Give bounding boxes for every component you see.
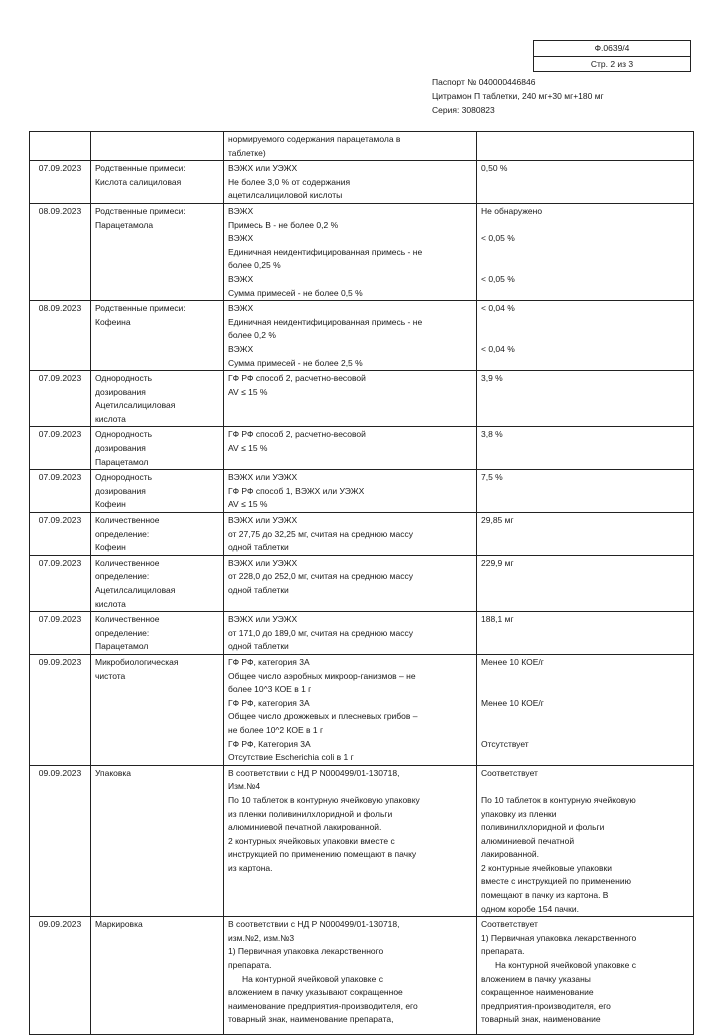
test-result-line: [481, 710, 689, 724]
test-method-line: Не более 3,0 % от содержания: [228, 176, 351, 187]
test-name-line: определение:: [95, 571, 150, 582]
test-method-line: нормируемого содержания парацетамола в: [228, 134, 401, 144]
test-result-line: [481, 724, 689, 738]
test-result: [477, 371, 694, 427]
form-number: Ф.0639/4: [534, 41, 690, 57]
test-name-line: Однородность: [95, 429, 153, 440]
test-method-line: ВЭЖХ или УЭЖХ: [228, 515, 298, 526]
test-method-line: AV ≤ 15 %: [228, 499, 268, 510]
test-result-line: препарата.: [481, 946, 525, 957]
test-method-line: не более 10^2 КОЕ в 1 г: [228, 724, 324, 735]
table-row: [30, 612, 694, 655]
test-result-line: < 0,04 %: [481, 343, 515, 354]
test-method-line: Общее число аэробных микроор-ганизмов – не: [228, 670, 416, 681]
test-date: 09.09.2023: [30, 765, 91, 917]
test-name-line: Родственные примеси:: [95, 205, 186, 216]
test-result-line: алюминиевой печатной: [481, 835, 575, 846]
test-name-line: дозирования: [95, 485, 146, 496]
test-method: [224, 765, 477, 917]
test-date: 08.09.2023: [30, 301, 91, 371]
test-method-line: более 0,2 %: [228, 330, 276, 341]
test-name: [91, 654, 224, 765]
test-result-line: лакированной.: [481, 849, 539, 860]
test-name: [91, 301, 224, 371]
test-name-line: Микробиологическая: [95, 656, 179, 667]
test-method-line: товарный знак, наименование препарата,: [228, 1014, 394, 1025]
test-method-line: алюминиевой печатной лакированной.: [228, 822, 382, 833]
test-method-line: Изм.№4: [228, 781, 261, 792]
test-method-line: 2 контурных ячейковых упаковки вместе с: [228, 835, 395, 846]
test-method-line: ГФ РФ способ 1, ВЭЖХ или УЭЖХ: [228, 485, 365, 496]
test-name-line: Упаковка: [95, 767, 132, 778]
test-name: [91, 917, 224, 1035]
table-row: [30, 470, 694, 513]
test-date: 07.09.2023: [30, 371, 91, 427]
test-method-line: Единичная неидентифицированная примесь - не: [228, 316, 423, 327]
test-result-line: поливинилхлоридной и фольги: [481, 822, 605, 833]
test-result: [477, 513, 694, 556]
test-result-line: вложением в пачку указаны: [481, 973, 591, 984]
test-result-line: [481, 751, 689, 765]
test-method-line: ацетилсалициловой кислоты: [228, 190, 343, 201]
test-result-line: 229,9 мг: [481, 557, 514, 568]
passport-number: Паспорт № 040000446846: [432, 77, 536, 87]
test-method-line: ВЭЖХ: [228, 205, 254, 216]
test-name-line: дозирования: [95, 443, 146, 454]
test-method-line: таблетке): [228, 147, 266, 158]
series-number: Серия: 3080823: [432, 105, 495, 115]
table-row: [30, 765, 694, 917]
test-name-line: кислота: [95, 413, 126, 424]
test-date: 09.09.2023: [30, 654, 91, 765]
test-result-line: Соответствует: [481, 919, 538, 930]
test-result-line: Менее 10 КОЕ/г: [481, 697, 544, 708]
test-method-line: ГФ РФ способ 2, расчетно-весовой: [228, 429, 366, 440]
test-result: [477, 917, 694, 1035]
test-result-line: Соответствует: [481, 767, 538, 778]
test-method-line: из картона.: [228, 862, 273, 873]
test-name-line: Родственные примеси:: [95, 303, 186, 314]
test-result-line: [481, 246, 689, 260]
test-name-line: Количественное: [95, 557, 160, 568]
test-result-line: < 0,04 %: [481, 303, 515, 314]
table-row: [30, 917, 694, 1035]
test-method-line: ВЭЖХ: [228, 343, 254, 354]
test-method-line: вложением в пачку указывают сокращенное: [228, 987, 403, 998]
test-result: [477, 427, 694, 470]
table-row: [30, 654, 694, 765]
test-method-line: ГФ РФ, Категория 3А: [228, 738, 311, 749]
test-result: [477, 161, 694, 204]
test-method-line: Примесь В - не более 0,2 %: [228, 219, 339, 230]
test-result-line: [481, 316, 689, 330]
test-name: [91, 470, 224, 513]
test-method-line: ВЭЖХ: [228, 303, 254, 314]
test-date: 07.09.2023: [30, 555, 91, 611]
test-name-line: Парацетамол: [95, 456, 149, 467]
test-name-line: Кофеина: [95, 316, 131, 327]
test-method: [224, 203, 477, 300]
test-result-line: 7,5 %: [481, 472, 503, 483]
test-date: 07.09.2023: [30, 161, 91, 204]
test-result: [477, 765, 694, 917]
test-name-line: дозирования: [95, 386, 146, 397]
test-method: [224, 470, 477, 513]
test-method-line: ВЭЖХ: [228, 233, 254, 244]
test-name-line: Кофеин: [95, 499, 126, 510]
test-name-line: Однородность: [95, 373, 153, 384]
test-name-line: определение:: [95, 528, 150, 539]
test-result-line: одном коробе 154 пачки.: [481, 903, 579, 914]
test-result-line: предприятия-производителя, его: [481, 1000, 611, 1011]
test-result-line: 188,1 мг: [481, 614, 514, 625]
test-date: [30, 132, 91, 161]
test-name-line: кислота: [95, 598, 126, 609]
test-result-line: 3,9 %: [481, 373, 503, 384]
test-name: [91, 612, 224, 655]
test-name: [91, 203, 224, 300]
test-method-line: ВЭЖХ: [228, 273, 254, 284]
test-result-line: Не обнаружено: [481, 205, 543, 216]
test-method-line: наименование предприятия-производителя, его: [228, 1000, 418, 1011]
table-row: [30, 371, 694, 427]
test-method-line: одной таблетки: [228, 585, 289, 595]
test-result-line: помещают в пачку из картона. В: [481, 890, 609, 901]
test-name: [91, 427, 224, 470]
test-result: [477, 132, 694, 161]
test-result-line: [481, 670, 689, 684]
test-result-line: По 10 таблеток в контурную ячейковую: [481, 794, 636, 805]
table-row: [30, 301, 694, 371]
test-result-line: [481, 683, 689, 697]
test-date: 07.09.2023: [30, 513, 91, 556]
table-row: [30, 161, 694, 204]
test-result-line: < 0,05 %: [481, 233, 515, 244]
test-name-line: Маркировка: [95, 919, 143, 930]
test-name-line: Количественное: [95, 515, 160, 526]
page-label: Стр. 2 из 3: [590, 59, 634, 69]
test-method: [224, 132, 477, 161]
test-name-line: определение:: [95, 627, 150, 638]
test-method-line: ВЭЖХ или УЭЖХ: [228, 614, 298, 625]
test-result-line: упаковку из пленки: [481, 808, 557, 819]
test-method-line: Единичная неидентифицированная примесь - не: [228, 246, 423, 257]
test-method: [224, 371, 477, 427]
test-name-line: Родственные примеси:: [95, 163, 186, 174]
test-method-line: инструкцией по применению помещают в пачку: [228, 849, 417, 860]
test-result: [477, 301, 694, 371]
test-method: [224, 555, 477, 611]
test-result-line: [481, 780, 689, 794]
test-name-line: Количественное: [95, 614, 160, 625]
test-result-line: Менее 10 КОЕ/г: [481, 656, 544, 667]
test-result: [477, 470, 694, 513]
test-method: [224, 427, 477, 470]
test-method-line: На контурной ячейковой упаковке с: [242, 973, 383, 984]
test-method-line: AV ≤ 15 %: [228, 386, 268, 397]
test-name-line: Парацетамола: [95, 219, 154, 230]
test-result-line: 29,85 мг: [481, 515, 514, 526]
test-method-line: Сумма примесей - не более 0,5 %: [228, 287, 363, 298]
test-date: 08.09.2023: [30, 203, 91, 300]
test-method-line: одной таблетки: [228, 542, 289, 553]
test-name: [91, 371, 224, 427]
test-result: [477, 203, 694, 300]
test-result-line: вместе с инструкцией по применению: [481, 876, 631, 887]
test-method-line: По 10 таблеток в контурную ячейковую упаковку: [228, 794, 420, 805]
test-result: [477, 654, 694, 765]
test-name: [91, 161, 224, 204]
test-method-line: 1) Первичная упаковка лекарственного: [228, 946, 384, 957]
test-method-line: препарата.: [228, 960, 272, 971]
test-method-line: ГФ РФ, категория 3А: [228, 656, 310, 667]
test-result-line: 2 контурные ячейковые упаковки: [481, 862, 612, 873]
test-name: [91, 132, 224, 161]
test-name-line: Ацетилсалициловая: [95, 585, 176, 595]
test-method-line: Общее число дрожжевых и плесневых грибов –: [228, 711, 418, 722]
test-name-line: Кислота салициловая: [95, 176, 182, 187]
test-result-line: 1) Первичная упаковка лекарственного: [481, 932, 637, 943]
test-result-line: товарный знак, наименование: [481, 1014, 601, 1025]
test-method-line: более 10^3 КОЕ в 1 г: [228, 684, 312, 695]
table-row: [30, 555, 694, 611]
test-method-line: AV ≤ 15 %: [228, 443, 268, 454]
test-date: 09.09.2023: [30, 917, 91, 1035]
test-method-line: более 0,25 %: [228, 260, 281, 271]
test-method: [224, 612, 477, 655]
test-result-line: [481, 287, 689, 301]
test-name-line: Парацетамол: [95, 641, 149, 652]
test-result-line: 0,50 %: [481, 163, 508, 174]
test-method-line: В соответствии с НД Р N000499/01-130718,: [228, 767, 400, 778]
test-method: [224, 654, 477, 765]
test-method: [224, 917, 477, 1035]
test-result: [477, 612, 694, 655]
test-name: [91, 513, 224, 556]
test-method: [224, 161, 477, 204]
test-method-line: от 228,0 до 252,0 мг, считая на среднюю массу: [228, 571, 413, 582]
form-number-box: [533, 40, 691, 72]
test-result-line: 3,8 %: [481, 429, 503, 440]
test-method-line: ВЭЖХ или УЭЖХ: [228, 472, 298, 483]
table-row: [30, 427, 694, 470]
test-result: [477, 555, 694, 611]
test-method: [224, 513, 477, 556]
test-date: 07.09.2023: [30, 612, 91, 655]
product-name: Цитрамон П таблетки, 240 мг+30 мг+180 мг: [432, 91, 604, 101]
test-name-line: Однородность: [95, 472, 153, 483]
test-method-line: Сумма примесей - не более 2,5 %: [228, 357, 363, 368]
test-date: 07.09.2023: [30, 427, 91, 470]
test-name-line: Кофеин: [95, 542, 126, 553]
test-name: [91, 555, 224, 611]
test-method-line: из пленки поливинилхлоридной и фольги: [228, 808, 393, 819]
quality-test-table: [29, 131, 694, 1035]
passport-info: [432, 75, 604, 117]
test-name-line: Ацетилсалициловая: [95, 400, 176, 411]
table-row: [30, 513, 694, 556]
test-method-line: ВЭЖХ или УЭЖХ: [228, 163, 298, 174]
test-result-line: сокращенное наименование: [481, 987, 594, 998]
test-result-line: < 0,05 %: [481, 273, 515, 284]
test-method-line: ГФ РФ способ 2, расчетно-весовой: [228, 373, 366, 384]
table-row: [30, 132, 694, 161]
test-result-line: [481, 329, 689, 343]
test-method-line: одной таблетки: [228, 641, 289, 652]
test-method-line: ГФ РФ, категория 3А: [228, 697, 310, 708]
test-method-line: ВЭЖХ или УЭЖХ: [228, 557, 298, 568]
test-date: 07.09.2023: [30, 470, 91, 513]
test-method-line: от 171,0 до 189,0 мг, считая на среднюю массу: [228, 627, 413, 638]
test-method-line: от 27,75 до 32,25 мг, считая на среднюю массу: [228, 528, 413, 539]
table-row: [30, 203, 694, 300]
test-method: [224, 301, 477, 371]
test-method-line: В соответствии с НД Р N000499/01-130718,: [228, 919, 400, 930]
test-name-line: чистота: [95, 670, 126, 681]
test-name: [91, 765, 224, 917]
test-method-line: Отсутствие Escherichia coli в 1 г: [228, 752, 354, 763]
test-result-line: [481, 259, 689, 273]
test-method-line: изм.№2, изм.№3: [228, 932, 295, 943]
test-result-line: [481, 219, 689, 233]
test-result-line: На контурной ячейковой упаковке с: [495, 960, 636, 971]
test-result-line: [481, 357, 689, 371]
test-result-line: Отсутствует: [481, 738, 529, 749]
